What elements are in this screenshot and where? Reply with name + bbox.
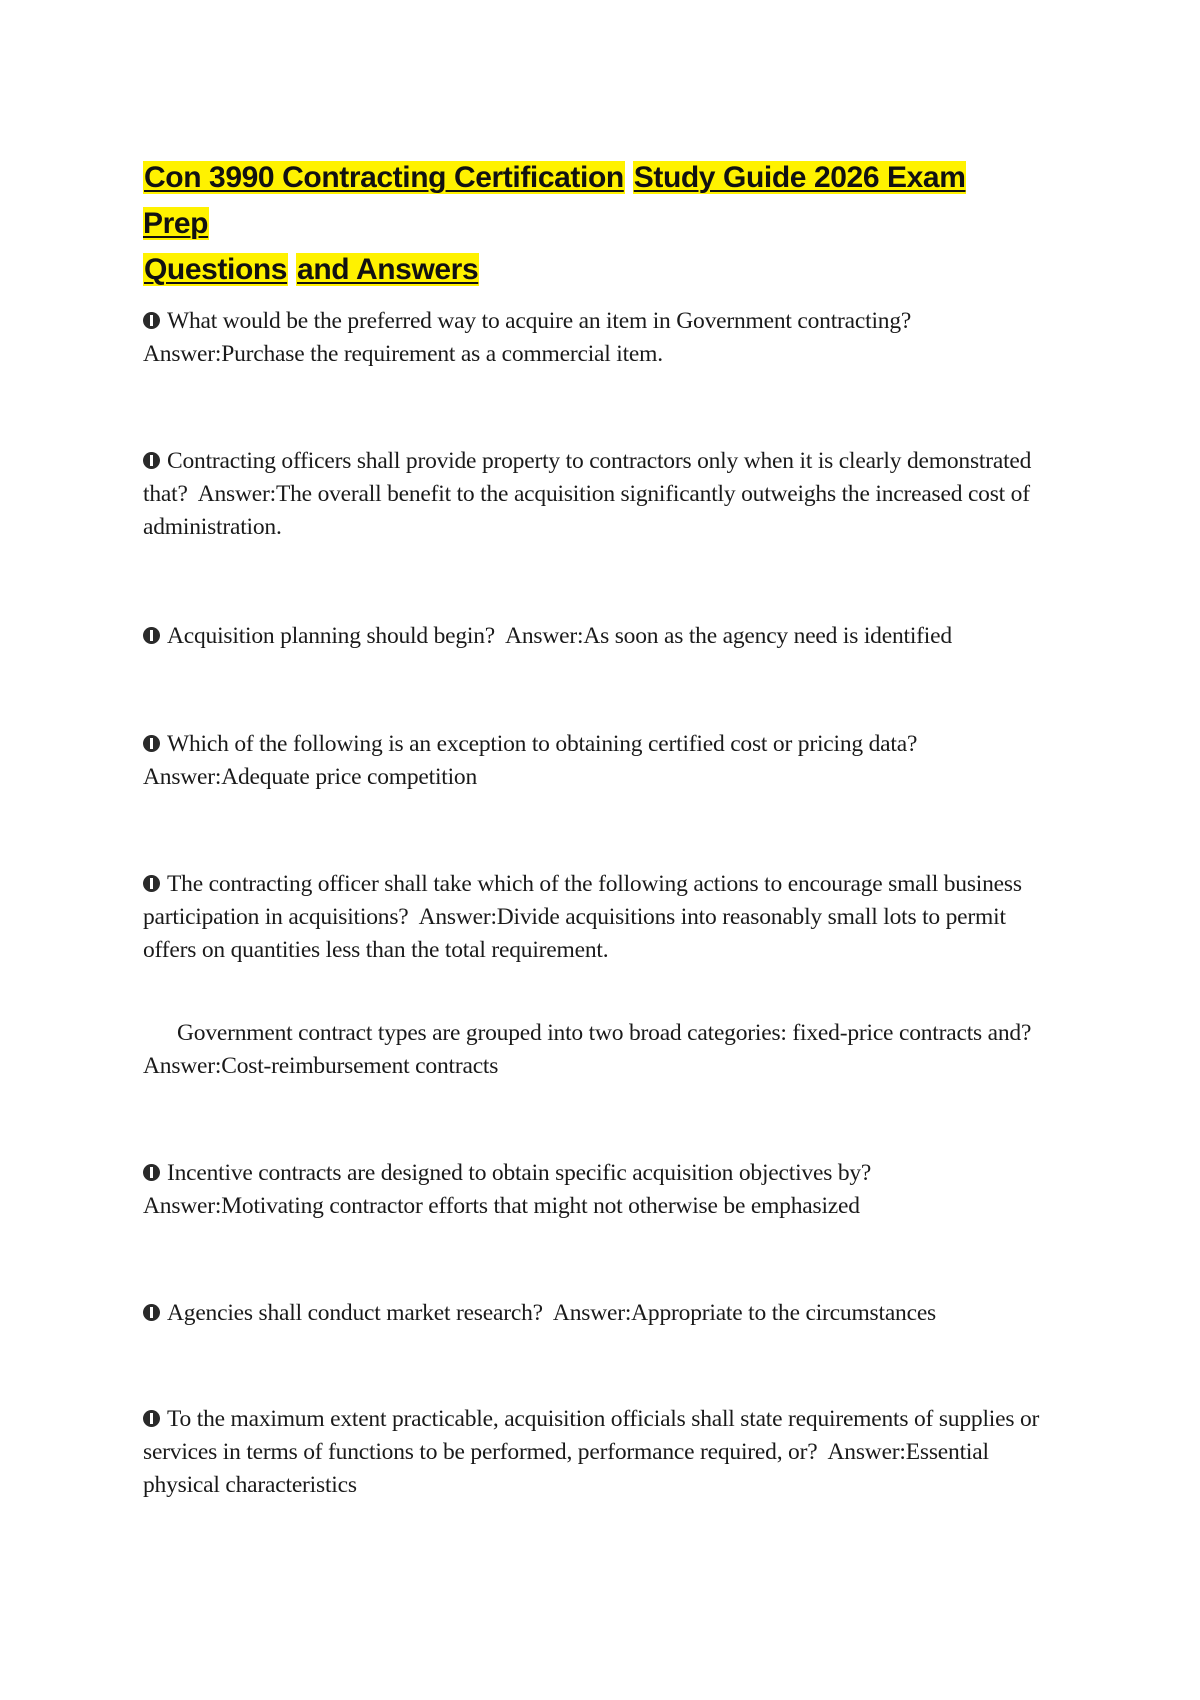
question-text: The contracting officer shall take which of the following actions to encourage small business participation in acquisitions?	[143, 871, 1022, 930]
answer-text: Answer:Purchase the requirement as a commercial item.	[143, 341, 663, 367]
qa-item	[143, 1297, 1053, 1330]
title-part: Questions	[144, 253, 288, 286]
qa-item	[143, 728, 1053, 794]
question-text: Which of the following is an exception to obtaining certified cost or pricing data?	[167, 731, 918, 757]
question-text: Agencies shall conduct market research?	[167, 1300, 543, 1326]
bullet-icon	[143, 452, 160, 469]
answer-text: Answer:Motivating contractor efforts that might not otherwise be emphasized	[143, 1193, 860, 1219]
qa-item	[143, 868, 1053, 967]
qa-item	[143, 620, 1053, 653]
answer-text: Answer:Appropriate to the circumstances	[552, 1300, 937, 1326]
qa-item	[143, 1157, 1053, 1223]
bullet-icon	[143, 627, 160, 644]
answer-text: Answer:As soon as the agency need is identified	[505, 623, 952, 649]
qa-item	[143, 1403, 1053, 1502]
bullet-icon	[143, 735, 160, 752]
title-part: Con 3990 Contracting Certification	[144, 161, 624, 194]
question-text: Government contract types are grouped into two broad categories: fixed-price contracts and?	[177, 1020, 1032, 1046]
answer-text: Answer:The overall benefit to the acquisition significantly outweighs the increased cost of administration.	[143, 481, 1030, 540]
document-title	[143, 155, 1003, 293]
bullet-icon	[143, 1164, 160, 1181]
bullet-icon	[143, 875, 160, 892]
qa-item	[143, 445, 1053, 544]
question-text: Incentive contracts are designed to obtain specific acquisition objectives by?	[167, 1160, 872, 1186]
question-text: What would be the preferred way to acquire an item in Government contracting?	[167, 308, 912, 334]
question-text: To the maximum extent practicable, acquisition officials shall state requirements of supplies or services in terms of functions to be performed, performance required, or?	[143, 1406, 1040, 1465]
bullet-icon	[143, 1410, 160, 1427]
answer-text: Answer:Divide acquisitions into reasonably small lots to permit offers on quantities less than the total requirement.	[143, 904, 1006, 963]
question-text: Acquisition planning should begin?	[167, 623, 496, 649]
answer-text: Answer:Essential physical characteristics	[143, 1439, 989, 1498]
qa-item	[143, 1017, 1053, 1083]
bullet-icon	[143, 312, 160, 329]
title-part: Study Guide 2026 Exam Prep	[143, 161, 966, 240]
question-text: Contracting officers shall provide property to contractors only when it is clearly demonstrated that?	[143, 448, 1032, 507]
title-part: and Answers	[297, 253, 479, 286]
answer-text: Answer:Cost-reimbursement contracts	[143, 1053, 499, 1079]
answer-text: Answer:Adequate price competition	[143, 764, 478, 790]
bullet-icon	[143, 1304, 160, 1321]
qa-item	[143, 305, 1053, 371]
